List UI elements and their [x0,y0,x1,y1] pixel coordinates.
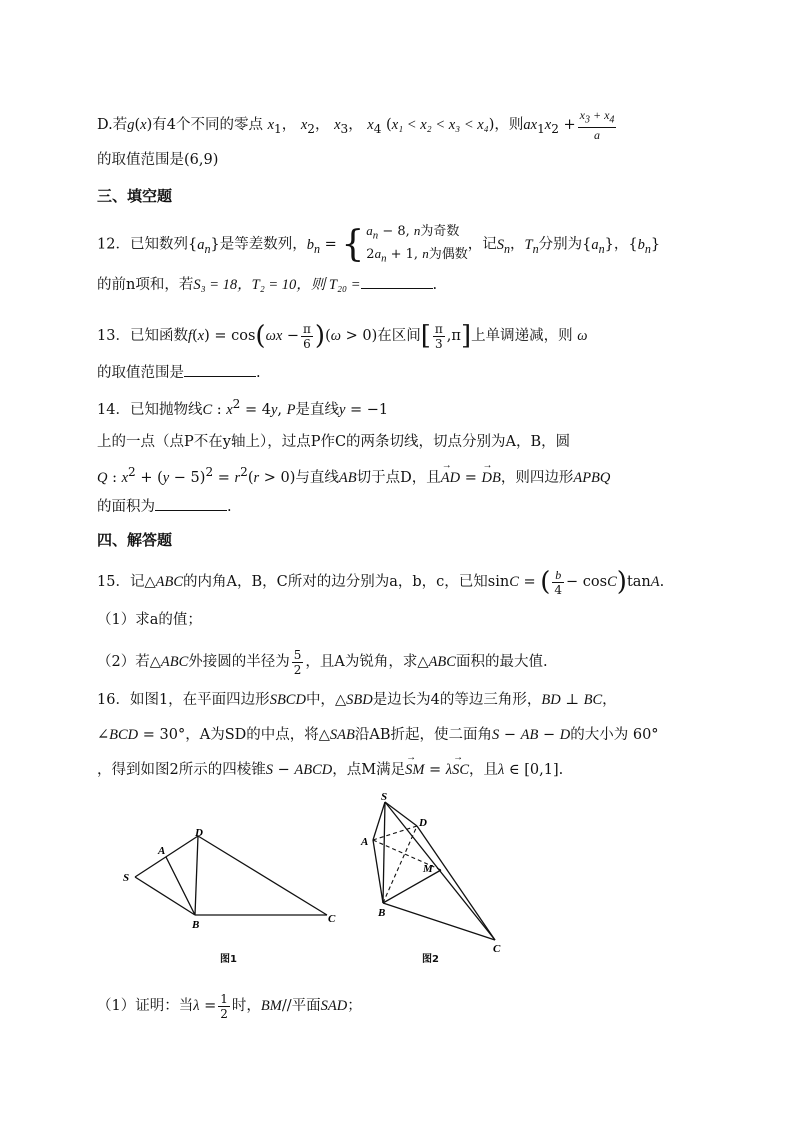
figure-2-caption: 图2 [422,954,439,965]
question-16-line-2: ∠BCD = 30°，A为SD的中点，将△SAB沿AB折起，使二面角S − AB − D的大小为 60° [97,727,659,743]
figure-1-caption: 图1 [220,954,237,965]
question-14-line-3: Q : $x^2 + (y - 5)^2 = r^2(r > 0)$与直线AB切于点D，且→ AD = → DB，则四边形APBQ [97,462,610,488]
fig1-edge-sd [135,836,198,877]
fig2-edge-bc [383,903,495,940]
answer-blank-13[interactable] [184,362,256,377]
fig1-label-b: B [192,919,200,931]
piecewise-bn: $a_n - 8$, n为奇数 $2a_n + 1$, n为偶数 [366,223,468,265]
question-16-line-3: ，得到如图2所示的四棱锥S − ABCD，点M满足→ SM = λ→ SC，且λ ∈ [0,1]. [97,760,563,780]
question-15-part-1: （1）求a的值； [97,612,202,628]
option-d-range: 的取值范围是(6,9) [97,152,219,168]
fraction-x3x4-over-a: $\frac{x_3 + x_4}{a}$ [579,108,615,143]
figure-2-diagram [355,790,515,960]
answer-blank-14[interactable] [155,496,227,511]
fig2-edge-dc [417,826,495,940]
fig2-label-m: M [423,863,433,875]
section-fill-in: 三、填空题 [97,187,173,205]
question-13-line-2: 的取值范围是 . [97,362,261,383]
fig2-edge-ab [373,840,383,903]
question-16-part-1: （1）证明：当λ = $\frac{1}{2}$ 时，BM//平面SAD； [97,991,362,1021]
question-15-line-1: 15．记△ABC的内角A，B，C所对的边分别为a，b，c，已知sinC = ( $\frac{b}{4}$ − cosC)tanA. [97,567,665,597]
question-16-line-1: 16．如图1，在平面四边形SBCD中，△SBD是边长为4的等边三角形，BD ⊥ BC， [97,692,617,708]
question-14-line-2: 上的一点（点P不在y轴上），过点P作C的两条切线，切点分别为A，B，圆 [97,434,571,450]
fig2-edge-sb [383,802,385,903]
fig2-label-a: A [361,836,369,848]
fig2-edge-sa [373,802,385,840]
answer-blank-12[interactable] [361,274,433,289]
fig2-label-b: B [378,907,386,919]
fig1-label-d: D [195,827,203,839]
fig2-label-s: S [381,791,388,803]
question-13-line-1: 13．已知函数f(x) = cos(ωx − $\frac{\pi}{6}$ )(ω > 0)在区间[ $\frac{\pi}{3}$ ,π]上单调递减，则 ω [97,321,588,351]
question-15-part-2: （2）若△ABC外接圆的半径为 $\frac{5}{2}$ ，且A为锐角，求△ABC面积的最大值. [97,647,548,677]
option-d-line: D.若g(x)有4个不同的零点 $x_1$， $x_2$， $x_3$， $x_4$ (x₁ < x₂ < x₃ < x₄)，则$ax_1x_2$ + $\frac{x_3 + x_4}{a}$ [97,108,615,143]
fig1-label-c: C [328,913,336,925]
fig1-edge-db [195,836,198,915]
question-14-line-4: 的面积为 . [97,496,232,517]
fig1-label-s: S [123,872,130,884]
section-problems: 四、解答题 [97,531,173,549]
zero-order-inequality: x₁ < x₂ < x₃ < x₄ [391,117,489,134]
question-12-line-1: 12．已知数列$\{a_n\}$是等差数列，$b_n$ = { $a_n - 8$, n为奇数 $2a_n + 1$, n为偶数，记$S_n$，$T_n$分别为$\{a_n\}$，$\{b_n\}$ [97,222,660,267]
figure-1-diagram [115,820,345,940]
fig2-label-c: C [493,943,501,955]
fig1-edge-dc [198,836,327,915]
fig1-label-a: A [158,845,166,857]
fig2-label-d: D [419,817,427,829]
fig2-edge-bd [383,826,417,903]
question-12-line-2: 的前n项和，若S₃ = 18，T₂ = 10，则 T₂₀ = . [97,274,437,295]
question-14-line-1: 14．已知抛物线C : $x^2 = 4y$, P是直线y = −1 [97,397,389,418]
